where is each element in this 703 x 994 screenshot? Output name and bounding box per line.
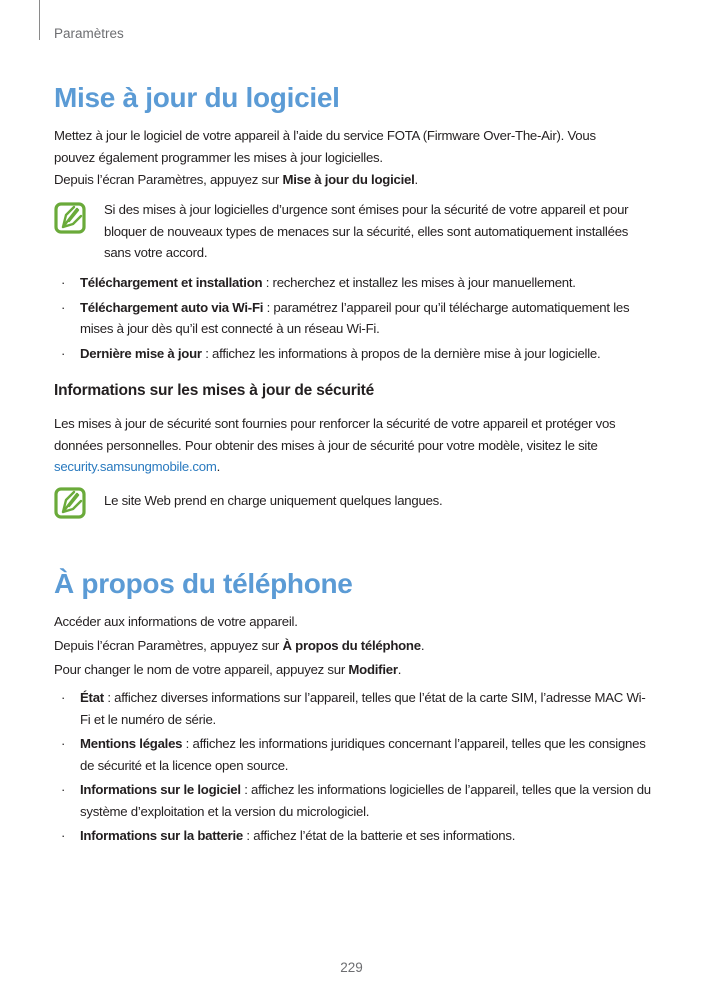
link-suffix: . (216, 459, 220, 474)
intro-line-1: Mettez à jour le logiciel de votre appareil à l’aide du service FOTA (Firmware Over-The-Air). Vous (54, 128, 596, 143)
software-update-options (54, 272, 654, 367)
software-update-intro (54, 125, 649, 168)
software-update-title: Mise à jour du logiciel (54, 82, 340, 113)
list-item (54, 687, 654, 730)
note-urgent-updates (54, 199, 654, 265)
bullet-dot: · (61, 299, 66, 315)
about-phone-title: À propos du téléphone (54, 568, 353, 599)
instruction-text: Depuis l’écran Paramètres, appuyez sur (54, 638, 283, 653)
bullet-dot: · (61, 736, 66, 751)
list-item (54, 343, 654, 365)
about-phone-options (54, 687, 654, 850)
security-website-link[interactable]: security.samsungmobile.com (54, 459, 217, 474)
option-description: : affichez diverses informations sur l’appareil, telles que l’état de la carte SIM, l’adresse MAC Wi-Fi et le numéro de série. (80, 690, 646, 727)
note-pencil-icon (54, 487, 86, 519)
list-item (54, 272, 654, 294)
section-header: Paramètres (54, 26, 124, 41)
instruction-suffix: . (414, 172, 418, 187)
bullet-dot: · (61, 345, 66, 361)
rename-instruction (54, 659, 649, 681)
note-text: Si des mises à jour logicielles d’urgence sont émises pour la sécurité de votre appareil et pour bloquer de nouveaux types de menaces sur la sécurité, elles sont automatiquement installées sans votre accord. (104, 202, 629, 260)
option-description: : affichez les informations juridiques concernant l’appareil, telles que les consignes de sécurité et la licence open source. (80, 736, 646, 773)
option-label: Informations sur la batterie (80, 828, 244, 843)
option-label: Informations sur le logiciel (80, 782, 241, 797)
note-pencil-icon (54, 202, 86, 234)
bullet-dot: · (61, 275, 66, 290)
rename-button-label: Modifier (348, 662, 398, 677)
about-phone-instruction (54, 635, 649, 657)
option-label: Téléchargement et installation (80, 275, 263, 290)
option-description: : affichez l’état de la batterie et ses informations. (243, 828, 516, 843)
page-number: 229 (340, 960, 363, 975)
instruction-menu-item: À propos du téléphone (282, 638, 421, 653)
about-phone-intro: Accéder aux informations de votre appareil. (54, 614, 298, 629)
option-description: : affichez les informations à propos de la dernière mise à jour logicielle. (201, 345, 601, 361)
security-info-body (54, 413, 649, 478)
note-website-languages (54, 484, 654, 520)
security-body-line-1: Les mises à jour de sécurité sont fournies pour renforcer la sécurité de votre appareil et protéger vos (54, 416, 616, 431)
option-description: : paramétrez l’appareil pour qu’il télécharge automatiquement les mises à jour dès qu’il est connecté à un réseau Wi-Fi. (80, 299, 630, 336)
bullet-dot: · (61, 828, 66, 843)
option-label: Téléchargement auto via Wi-Fi (80, 299, 264, 315)
rename-suffix: . (397, 662, 402, 677)
option-description: : affichez les informations logicielles de l’appareil, telles que la version du système d’exploitation et la version du micrologiciel. (80, 782, 651, 819)
option-label: Dernière mise à jour (80, 345, 202, 361)
option-description: : recherchez et installez les mises à jour manuellement. (262, 275, 576, 290)
bullet-dot: · (61, 782, 66, 797)
note-text: Le site Web prend en charge uniquement quelques langues. (104, 493, 443, 508)
header-rule (39, 0, 40, 40)
list-item (54, 779, 654, 822)
rename-text: Pour changer le nom de votre appareil, appuyez sur (54, 662, 349, 677)
instruction-text: Depuis l’écran Paramètres, appuyez sur (54, 172, 283, 187)
option-label: Mentions légales (80, 736, 183, 751)
intro-line-2: pouvez également programmer les mises à jour logicielles. (54, 149, 383, 165)
list-item (54, 297, 654, 340)
security-info-title: Informations sur les mises à jour de sécurité (54, 382, 375, 399)
list-item (54, 825, 654, 847)
security-body-line-2: données personnelles. Pour obtenir des mises à jour de sécurité pour votre modèle, visitez le site (54, 437, 598, 453)
bullet-dot: · (61, 690, 66, 705)
option-label: État (80, 690, 104, 705)
instruction-suffix: . (420, 638, 425, 653)
instruction-menu-item: Mise à jour du logiciel (282, 172, 415, 187)
software-update-instruction (54, 169, 649, 191)
list-item (54, 733, 654, 776)
